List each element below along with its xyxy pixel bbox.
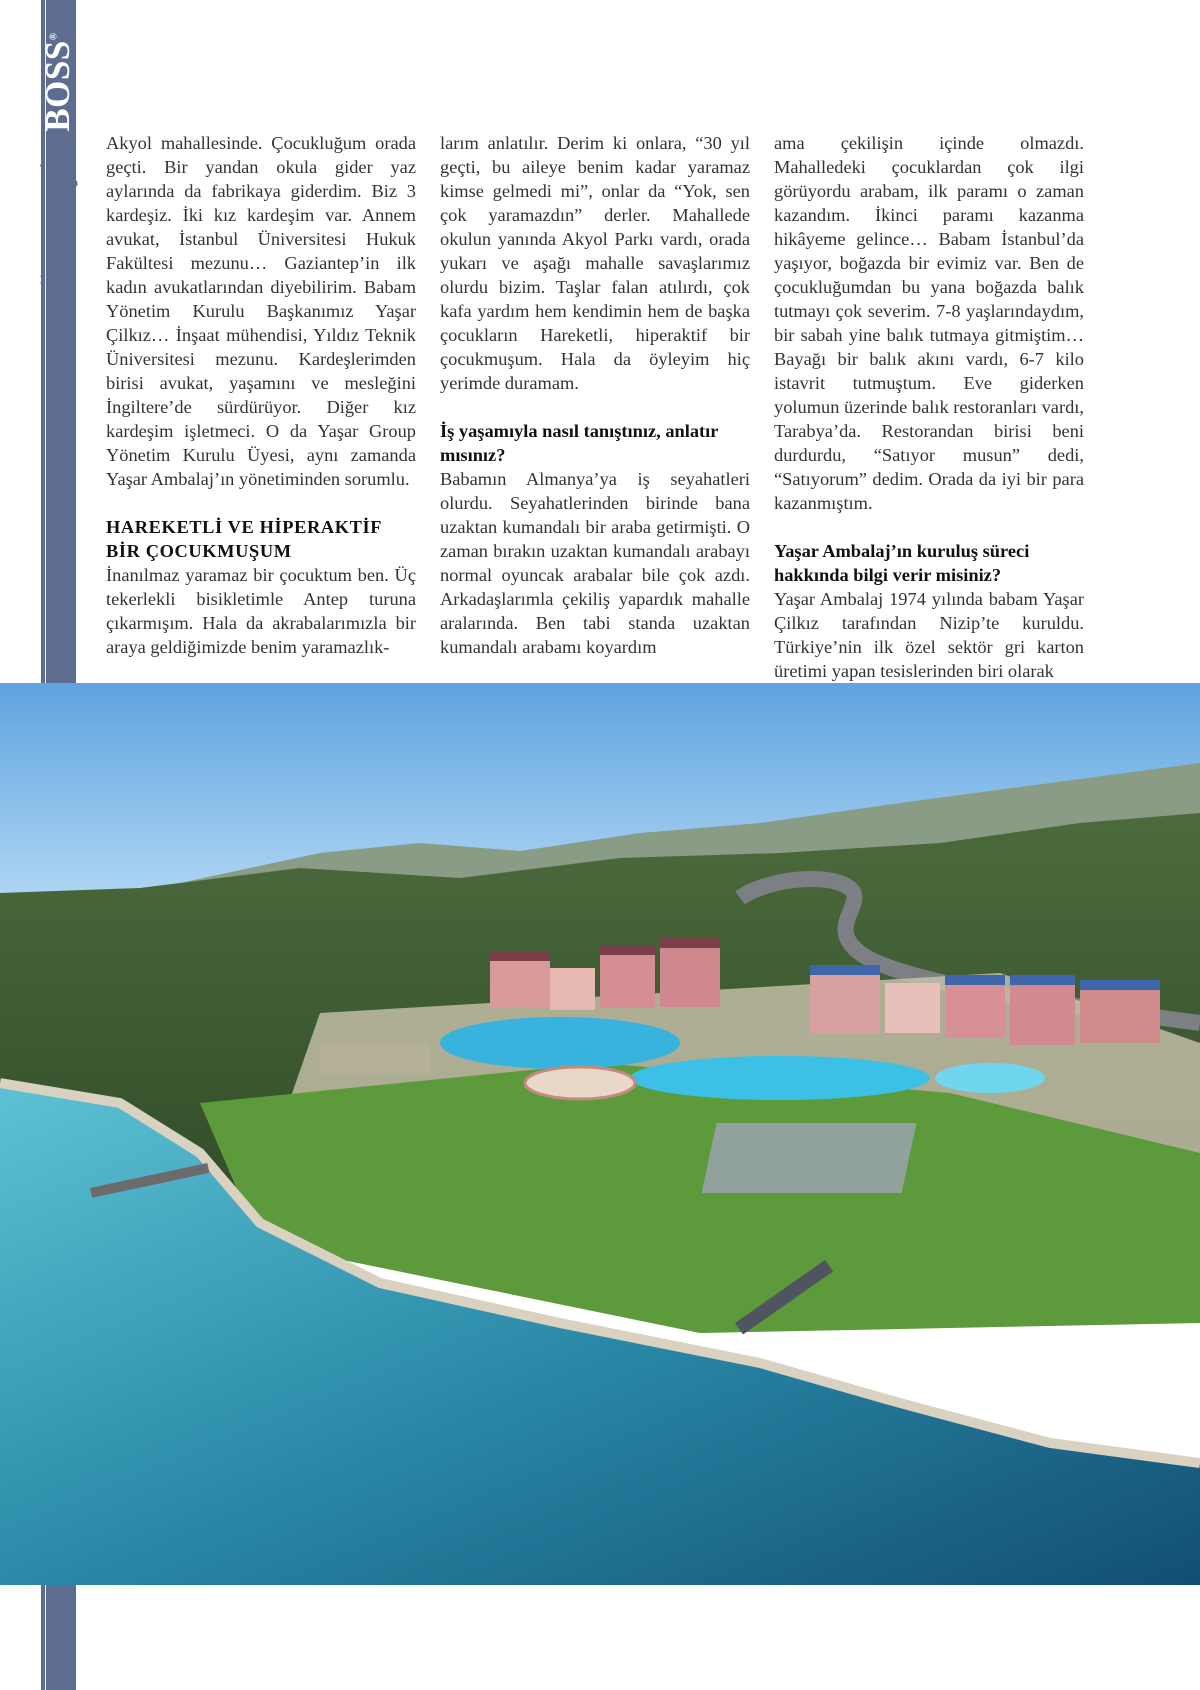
beach-deck [320,1043,430,1073]
paragraph: Yaşar Ambalaj 1974 yılında babam Yaşar Çilkız tarafından Nizip’te kuruldu. Türkiye’nin ilk özel sektör gri karton üretimi yapan tesislerinden biri olarak [774,589,1084,681]
paragraph: Akyol mahallesinde. Çocukluğum orada geçti. Bir yandan okula gider yaz aylarında da fabrikaya giderdim. Biz 3 kardeşiz. İki kız kardeşim var. Annem avukat, İstanbul Üniversitesi Hukuk Fakültesi mezunu… Gaziantep’in ilk kadın avukatlarından diyebilirim. Babam Yönetim Kurulu Başkanımız Yaşar Çilkız… İnşaat mühendisi, Yıldız Teknik Üniversitesi mezunu. Kardeşlerimden birisi avukat, yaşamını ve mesleğini İngiltere’de sürdürüyor. Diğer kız kardeşim işletmeci. O da Yaşar Group Yönetim Kurulu Üyesi, aynı zamanda Yaşar Ambalaj’ın yönetiminden sorumlu. [106,133,416,489]
small-pool [935,1063,1045,1093]
brand-name: BOSS [38,40,77,132]
text-column-1 [106,131,416,659]
paragraph: İnanılmaz yaramaz bir çocuktum ben. Üç tekerlekli bisikletimle Antep turuna çıkarmışım. Hala da akrabalarımızla bir araya geldiğimizde benim yaramazlık- [106,565,416,657]
beach-umbrella-area [702,1123,917,1193]
paragraph: Babamın Almanya’ya iş seyahatleri olurdu. Seyahatlerinden birinde bana uzaktan kumandalı bir araba getirmişti. O zaman bırakın uzaktan kumandalı arabayı normal oyuncak arabalar bile çok azdı. Arkadaşlarımla çekiliş yapardık mahalle aralarında. Ben tabi standa uzaktan kumandalı arabamı koyardım [440,469,750,657]
text-column-2 [440,131,750,659]
section-heading: HAREKETLİ VE HİPERAKTİF BİR ÇOCUKMUŞUM [106,517,382,561]
resort-aerial-photo [0,683,1200,1585]
section-label: SÖYLEŞİ [38,158,78,314]
paragraph: larım anlatılır. Derim ki onlara, “30 yıl geçti, bu aileye benim kadar yaramaz kimse gelmedi mi”, onlar da “Yok, sen çok yaramazdın” derler. Mahallede okulun yanında Akyol Parkı vardı, orada yukarı ve aşağı mahalle savaşlarımız olurdu bizim. Taşlar falan atılırdı, çok kafa yardım hem kendimin hem de başka çocukların Hareketli, hiperaktif bir çocukmuşum. Hala da öyleyim hiç yerimde duramam. [440,133,750,393]
main-pool [440,1017,680,1069]
resort-illustration [0,683,1200,1585]
text-column-3 [774,131,1084,683]
question-heading: İş yaşamıyla nasıl tanıştınız, anlatır mısınız? [440,421,719,465]
question-heading: Yaşar Ambalaj’ın kuruluş süreci hakkında bilgi verir misiniz? [774,541,1030,585]
page-number: 52 [43,1611,72,1637]
brand-logo [38,32,78,131]
lagoon-pool [630,1056,930,1100]
circular-plaza [525,1067,635,1099]
brand-mark: ® [48,32,60,41]
paragraph: ama çekilişin içinde olmazdı. Mahalledeki çocuklardan çok ilgi görüyordu arabam, ilk paramı o zaman kazandım. İkinci paramı kazanma hikâyeme gelince… Babam İstanbul’da yaşıyor, boğazda bir evimiz var. Ben de çocukluğumdan bu yana boğazda balık tutmayı çok severim. 7-8 yaşlarındaydım, bir sabah yine balık tutmaya gitmiştim… Bayağı bir balık akını vardı, 6-7 kilo istavrit tutmuştum. Eve giderken yolumun üzerinde balık restoranları vardı, Tarabya’da. Restorandan birisi beni durdurdu, “Satıyor musun” dedi, “Satıyorum” dedim. Orada da iyi bir para kazanmıştım. [774,133,1084,513]
